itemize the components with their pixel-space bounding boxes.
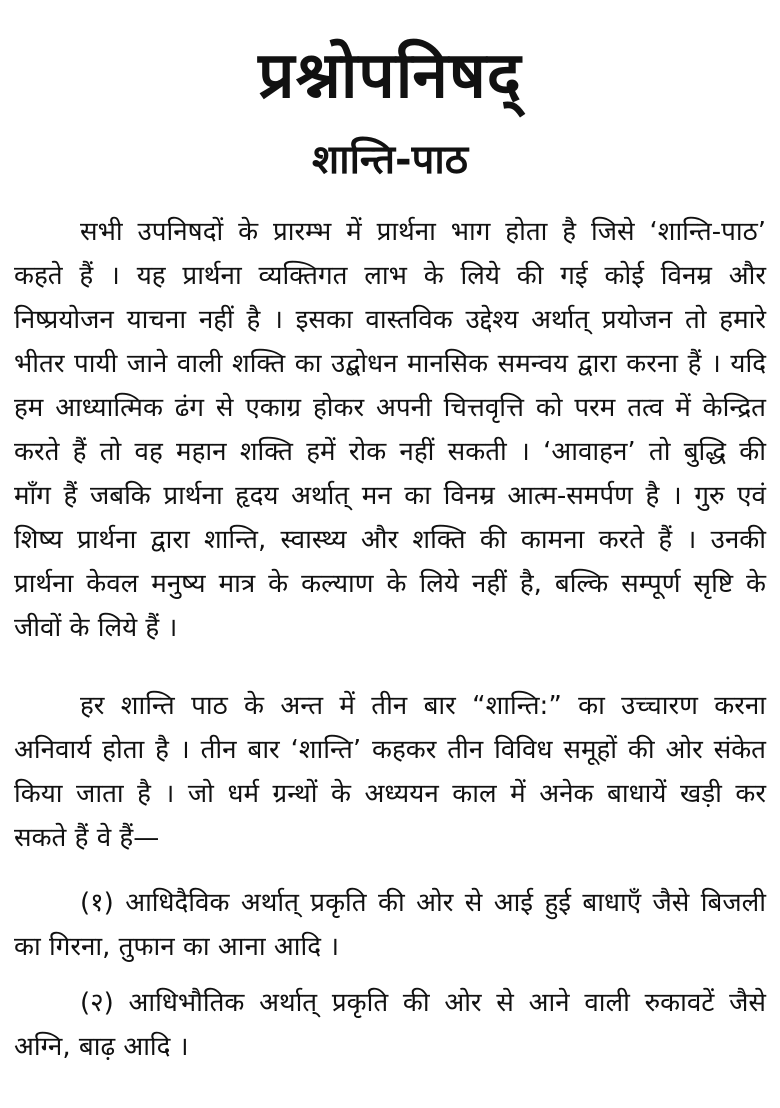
text-line: करते हैं तो वह महान शक्ति हमें रोक नहीं सकती । ‘आवाहन’ तो बुद्धि की [14, 437, 766, 467]
text-line: प्रार्थना केवल मनुष्य मात्र के कल्याण के लिये नहीं है, बल्कि सम्पूर्ण सृष्टि के [14, 569, 766, 599]
text-line: (१) आधिदैविक अर्थात् प्रकृति की ओर से आई हुई बाधाएँ जैसे बिजली [80, 888, 766, 918]
text-line: (२) आधिभौतिक अर्थात् प्रकृति की ओर से आने वाली रुकावटें जैसे [80, 988, 766, 1018]
text-line: हम आध्यात्मिक ढंग से एकाग्र होकर अपनी चित्तवृत्ति को परम तत्व में केन्द्रित [14, 393, 766, 423]
text-line: जीवों के लिये हैं । [14, 613, 178, 643]
text-line: सभी उपनिषदों के प्रारम्भ में प्रार्थना भाग होता है जिसे ‘शान्ति-पाठ’ [80, 217, 766, 247]
text-line: शिष्य प्रार्थना द्वारा शान्ति, स्वास्थ्य और शक्ति की कामना करते हैं । उनकी [14, 525, 766, 555]
text-line: कहते हैं । यह प्रार्थना व्यक्तिगत लाभ के लिये की गई कोई विनम्र और [14, 261, 766, 291]
section-heading: शान्ति-पाठ [312, 137, 468, 183]
text-line: निष्प्रयोजन याचना नहीं है । इसका वास्तविक उद्देश्य अर्थात् प्रयोजन तो हमारे [14, 305, 766, 335]
text-line: भीतर पायी जाने वाली शक्ति का उद्बोधन मानसिक समन्वय द्वारा करना हैं । यदि [14, 349, 766, 379]
text-line: सकते हैं वे हैं— [14, 823, 160, 853]
text-line: अनिवार्य होता है । तीन बार ‘शान्ति’ कहकर तीन विविध समूहों की ओर संकेत [14, 735, 766, 765]
page-title: प्रश्नोपनिषद् [258, 39, 522, 113]
text-line: हर शान्ति पाठ के अन्त में तीन बार “शान्ति:” का उच्चारण करना [80, 691, 766, 721]
text-line: किया जाता है । जो धर्म ग्रन्थों के अध्ययन काल में अनेक बाधायें खड़ी कर [14, 779, 766, 809]
text-line: माँग हैं जबकि प्रार्थना हृदय अर्थात् मन का विनम्र आत्म-समर्पण है । गुरु एवं [14, 481, 766, 511]
text-line: का गिरना, तुफान का आना आदि । [14, 932, 340, 962]
text-line: अग्नि, बाढ़ आदि । [14, 1032, 189, 1062]
